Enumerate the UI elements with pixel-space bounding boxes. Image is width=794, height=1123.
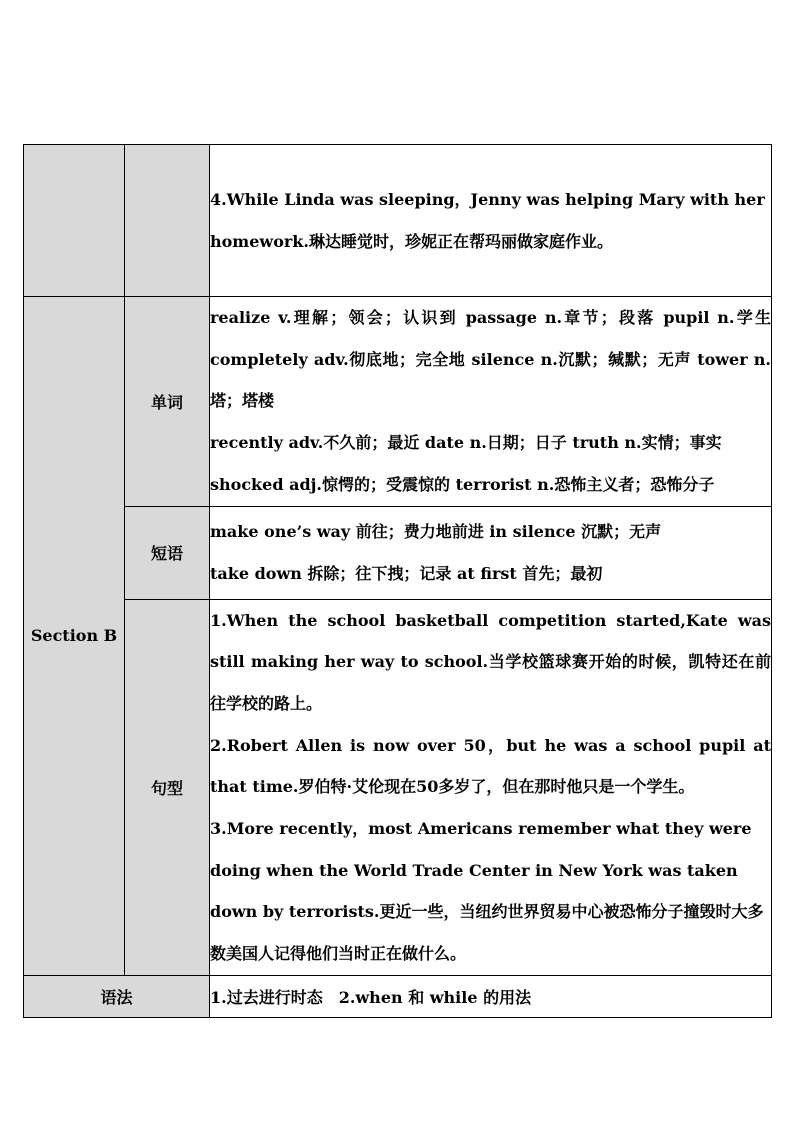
vocab-row (24, 297, 772, 507)
phrases-row (24, 506, 772, 599)
grammar-row (24, 975, 772, 1017)
section-a-tail-row (24, 145, 772, 297)
section-b-label: Section B (24, 297, 125, 976)
sentence-b-2: 2.Robert Allen is now over 50，but he was a school pupil at that time.罗伯特·艾伦现在50多岁了，但在那时他只是一个学生。 (210, 735, 771, 797)
vocab-label: 单词 (125, 297, 210, 507)
phrases-cell (210, 506, 772, 599)
vocab-cell (210, 297, 772, 507)
section-a-label-cell (24, 145, 125, 297)
vocab-line-2: recently adv.不久前；最近 date n.日期；日子 truth n.实情；事实 shocked adj.惊愕的；受震惊的 terrorist n.恐怖主义者；恐怖分子 (210, 433, 722, 494)
phrases-label: 短语 (125, 506, 210, 599)
section-a-sentence-cell (210, 145, 772, 297)
sentence-b-3: 3.More recently，most Americans remember what they were doing when the World Trade Center in New York was taken down by terrorists.更近一些，当纽约世界贸易中心被恐怖分子撞毁时大多数美国人记得他们当时正在做什么。 (210, 819, 764, 964)
phrase-line-1: make one’s way 前往；费力地前进 in silence 沉默；无声 (210, 521, 662, 541)
sentences-row (24, 599, 772, 975)
vocabulary-table (23, 144, 772, 1018)
sentences-cell (210, 599, 772, 975)
sentence-4: 4.While Linda was sleeping，Jenny was helping Mary with her homework.琳达睡觉时，珍妮正在帮玛丽做家庭作业。 (210, 189, 765, 251)
sentence-b-1: 1.When the school basketball competition started,Kate was still making her way to school.当学校篮球赛开始的时候，凯特还在前往学校的路上。 (210, 610, 771, 713)
vocab-line-1: realize v.理解；领会；认识到 passage n.章节；段落 pupil n.学生 completely adv.彻底地；完全地 silence n.沉默；缄默；无声 tower n.塔；塔楼 (210, 308, 771, 411)
grammar-cell: 1.过去进行时态 2.when 和 while 的用法 (210, 975, 772, 1017)
section-a-category-cell (125, 145, 210, 297)
grammar-label: 语法 (24, 975, 210, 1017)
phrase-line-2: take down 拆除；往下拽；记录 at first 首先；最初 (210, 563, 603, 583)
sentences-label: 句型 (125, 599, 210, 975)
